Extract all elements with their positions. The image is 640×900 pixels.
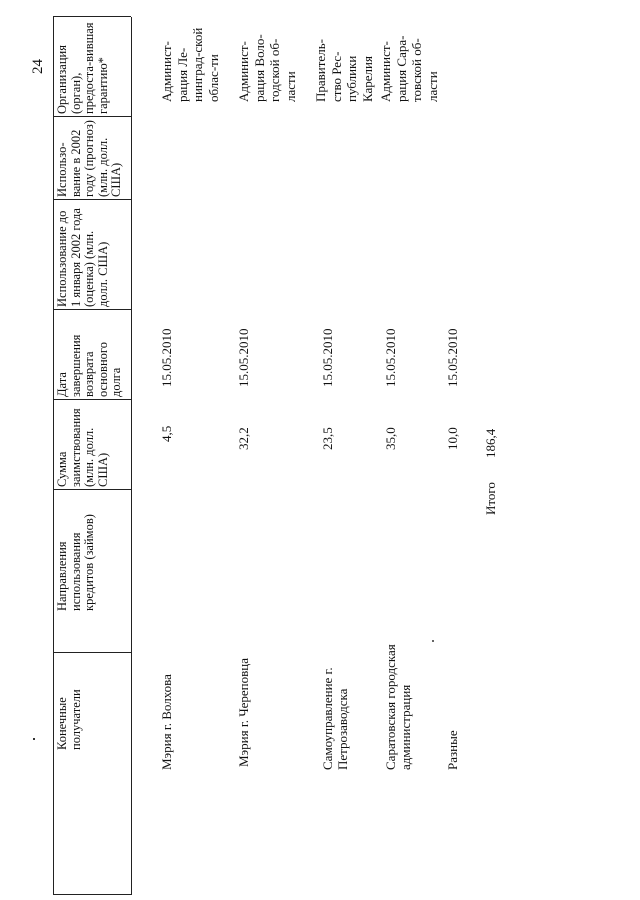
table-row-1-amount: 4,5 bbox=[159, 425, 174, 442]
table-row-3-recipient: Самоуправление г. Петрозаводска bbox=[320, 667, 350, 770]
header-purpose: Направления использования кредитов (займов) bbox=[55, 514, 96, 611]
col-divider bbox=[53, 399, 131, 400]
header-guarantor: Организация (орган), предоста-вившая гарантию* bbox=[55, 22, 110, 114]
table-row-3-guarantor: Правитель-ство Рес-публики Карелия bbox=[313, 39, 375, 102]
table-row-4-date: 15.05.2010 bbox=[383, 328, 398, 387]
col-divider bbox=[53, 652, 131, 653]
table-row-1-date: 15.05.2010 bbox=[159, 328, 174, 387]
total-label: Итого bbox=[483, 482, 498, 515]
table-row-2-amount: 32,2 bbox=[236, 427, 251, 450]
header-used-until-2002: Использование до 1 января 2002 года (оценка) (млн. долл. США) bbox=[55, 208, 110, 307]
table-row-5-amount: 10,0 bbox=[445, 427, 460, 450]
scan-dot bbox=[432, 640, 434, 642]
header-recipients: Конечные получатели bbox=[55, 689, 83, 750]
table-row-2-guarantor: Админист-рация Воло-годской об-ласти bbox=[236, 34, 298, 102]
table-row-4-guarantor: Админист-рация Сара-товской об-ласти bbox=[378, 35, 440, 102]
table-border-top bbox=[53, 17, 54, 895]
col-divider bbox=[53, 199, 131, 200]
header-repayment-date: Дата завершения возврата основного долга bbox=[55, 334, 123, 397]
table-row-4-amount: 35,0 bbox=[383, 427, 398, 450]
header-separator bbox=[131, 17, 132, 895]
header-amount: Сумма заимствования (млн. долл. США) bbox=[55, 408, 110, 487]
table-border-left bbox=[53, 894, 131, 895]
table-row-3-amount: 23,5 bbox=[320, 427, 335, 450]
table-row-1-recipient: Мэрия г. Волхова bbox=[159, 674, 174, 770]
table-row-5-date: 15.05.2010 bbox=[445, 328, 460, 387]
table-row-2-date: 15.05.2010 bbox=[236, 328, 251, 387]
scan-dot bbox=[33, 738, 35, 740]
table-row-3-date: 15.05.2010 bbox=[320, 328, 335, 387]
total-amount: 186,4 bbox=[483, 428, 498, 458]
col-divider bbox=[53, 116, 131, 117]
table-row-1-guarantor: Админист-рация Ле-нинград-ской облас-ти bbox=[159, 27, 221, 102]
table-row-2-recipient: Мэрия г. Череповца bbox=[236, 657, 251, 767]
page-number: 24 bbox=[30, 59, 46, 74]
header-used-2002: Использо-вание в 2002 году (прогноз) (млн. долл. США) bbox=[55, 120, 123, 197]
table-border-right bbox=[53, 16, 131, 17]
col-divider bbox=[53, 489, 131, 490]
table-row-5-recipient: Разные bbox=[445, 730, 460, 770]
table-row-4-recipient: Саратовская городская администрация bbox=[383, 644, 413, 770]
col-divider bbox=[53, 309, 131, 310]
